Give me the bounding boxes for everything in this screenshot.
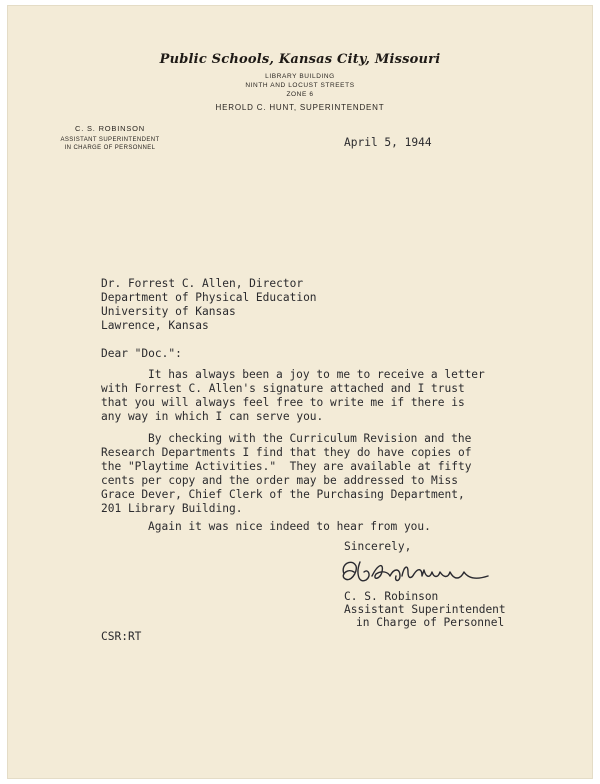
body-p2-line-2: Research Departments I find that they do have copies of [101, 446, 472, 459]
body-p1-line-2: with Forrest C. Allen's signature attached and I trust [101, 382, 465, 395]
closing: Sincerely, [344, 540, 412, 553]
letterhead-line-1: LIBRARY BUILDING [265, 73, 335, 80]
sender-title-1: ASSISTANT SUPERINTENDENT [60, 137, 160, 143]
sender-block [40, 124, 180, 152]
recipient-line-3: University of Kansas [101, 305, 236, 318]
signature-name: C. S. Robinson [344, 590, 439, 603]
body-p1-line-1: It has always been a joy to me to receive a letter [148, 368, 485, 381]
sender-name: C. S. ROBINSON [75, 124, 145, 133]
letterhead-line-3: ZONE 6 [286, 91, 314, 98]
body-p2-line-3: the "Playtime Activities." They are available at fifty [101, 460, 472, 473]
recipient-line-2: Department of Physical Education [101, 291, 317, 304]
letter-date: April 5, 1944 [344, 136, 432, 149]
sender-title-2: IN CHARGE OF PERSONNEL [64, 145, 156, 151]
salutation: Dear "Doc.": [101, 347, 182, 360]
body-p2-line-4: cents per copy and the order may be addressed to Miss [101, 474, 458, 487]
body-p1-line-4: any way in which I can serve you. [101, 410, 324, 423]
body-p2-line-6: 201 Library Building. [101, 502, 243, 515]
letterhead-line-2: NINTH AND LOCUST STREETS [245, 82, 355, 89]
letterhead-title: Public Schools, Kansas City, Missouri [159, 52, 441, 67]
handwritten-signature [338, 554, 498, 590]
body-p2-line-5: Grace Dever, Chief Clerk of the Purchasing Department, [101, 488, 465, 501]
body-p2-line-1: By checking with the Curriculum Revision and the [148, 432, 472, 445]
signature-title-1: Assistant Superintendent [344, 603, 506, 616]
signature-title-2: in Charge of Personnel [356, 616, 505, 629]
reference-initials: CSR:RT [101, 630, 142, 643]
letterhead-superintendent: HEROLD C. HUNT, SUPERINTENDENT [215, 103, 385, 112]
recipient-line-4: Lawrence, Kansas [101, 319, 209, 332]
body-p3: Again it was nice indeed to hear from you. [148, 520, 431, 533]
recipient-line-1: Dr. Forrest C. Allen, Director [101, 277, 304, 290]
body-p1-line-3: that you will always feel free to write me if there is [101, 396, 465, 409]
